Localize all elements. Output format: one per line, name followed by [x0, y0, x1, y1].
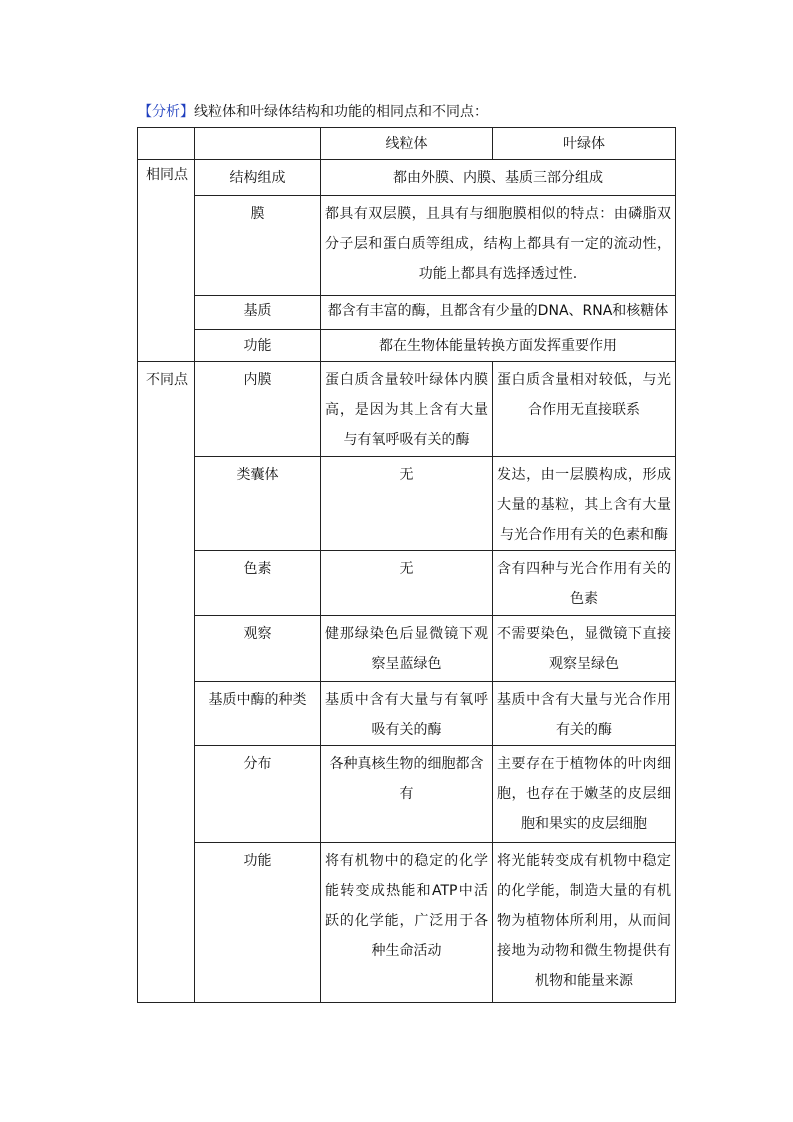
chloro-cell: 基质中含有大量与光合作用有关的酶 — [493, 682, 676, 746]
table-row — [138, 160, 676, 196]
table-row — [138, 682, 676, 746]
row-label: 膜 — [195, 196, 321, 296]
mito-cell: 蛋白质含量较叶绿体内膜高，是因为其上含有大量与有氧呼吸有关的酶 — [321, 362, 493, 457]
table-row — [138, 296, 676, 330]
table-row — [138, 746, 676, 843]
mito-cell: 健那绿染色后显微镜下观察呈蓝绿色 — [321, 616, 493, 682]
mito-cell: 基质中含有大量与有氧呼吸有关的酶 — [321, 682, 493, 746]
chloro-cell: 不需要染色，显微镜下直接观察呈绿色 — [493, 616, 676, 682]
chloro-cell: 发达，由一层膜构成，形成大量的基粒，其上含有大量与光合作用有关的色素和酶 — [493, 457, 676, 551]
table-row — [138, 362, 676, 457]
mito-cell: 无 — [321, 551, 493, 616]
row-label: 观察 — [195, 616, 321, 682]
heading-text: 线粒体和叶绿体结构和功能的相同点和不同点： — [194, 104, 488, 120]
row-label: 结构组成 — [195, 160, 321, 196]
header-mitochondria: 线粒体 — [321, 128, 493, 160]
row-label: 分布 — [195, 746, 321, 843]
row-label: 功能 — [195, 843, 321, 1003]
chloro-cell: 含有四种与光合作用有关的色素 — [493, 551, 676, 616]
shared-cell: 都含有丰富的酶，且都含有少量的DNA、RNA和核糖体 — [321, 296, 676, 330]
row-label: 类囊体 — [195, 457, 321, 551]
chloro-cell: 将光能转变成有机物中稳定的化学能，制造大量的有机物为植物体所利用，从而间接地为动物和微生物提供有机物和能量来源 — [493, 843, 676, 1003]
table-row — [138, 330, 676, 362]
table-header-row — [138, 128, 676, 160]
header-chloroplast: 叶绿体 — [493, 128, 676, 160]
row-label: 功能 — [195, 330, 321, 362]
table-row — [138, 551, 676, 616]
shared-cell: 都具有双层膜，且具有与细胞膜相似的特点：由磷脂双分子层和蛋白质等组成，结构上都具有一定的流动性，功能上都具有选择透过性. — [321, 196, 676, 296]
row-label: 基质 — [195, 296, 321, 330]
table-row — [138, 196, 676, 296]
row-label: 色素 — [195, 551, 321, 616]
row-label: 基质中酶的种类 — [195, 682, 321, 746]
section-heading — [138, 101, 488, 123]
comparison-table — [137, 127, 676, 1003]
group-label-same: 相同点 — [138, 160, 195, 362]
row-label: 内膜 — [195, 362, 321, 457]
table-row — [138, 616, 676, 682]
header-cell-empty-1 — [138, 128, 195, 160]
chloro-cell: 蛋白质含量相对较低，与光合作用无直接联系 — [493, 362, 676, 457]
shared-cell: 都在生物体能量转换方面发挥重要作用 — [321, 330, 676, 362]
shared-cell: 都由外膜、内膜、基质三部分组成 — [321, 160, 676, 196]
header-cell-empty-2 — [195, 128, 321, 160]
mito-cell: 无 — [321, 457, 493, 551]
group-label-diff: 不同点 — [138, 362, 195, 1003]
mito-cell: 各种真核生物的细胞都含有 — [321, 746, 493, 843]
analysis-tag: 【分析】 — [138, 104, 194, 120]
chloro-cell: 主要存在于植物体的叶肉细胞，也存在于嫩茎的皮层细胞和果实的皮层细胞 — [493, 746, 676, 843]
mito-cell: 将有机物中的稳定的化学能转变成热能和ATP中活跃的化学能，广泛用于各种生命活动 — [321, 843, 493, 1003]
table-row — [138, 843, 676, 1003]
table-row — [138, 457, 676, 551]
